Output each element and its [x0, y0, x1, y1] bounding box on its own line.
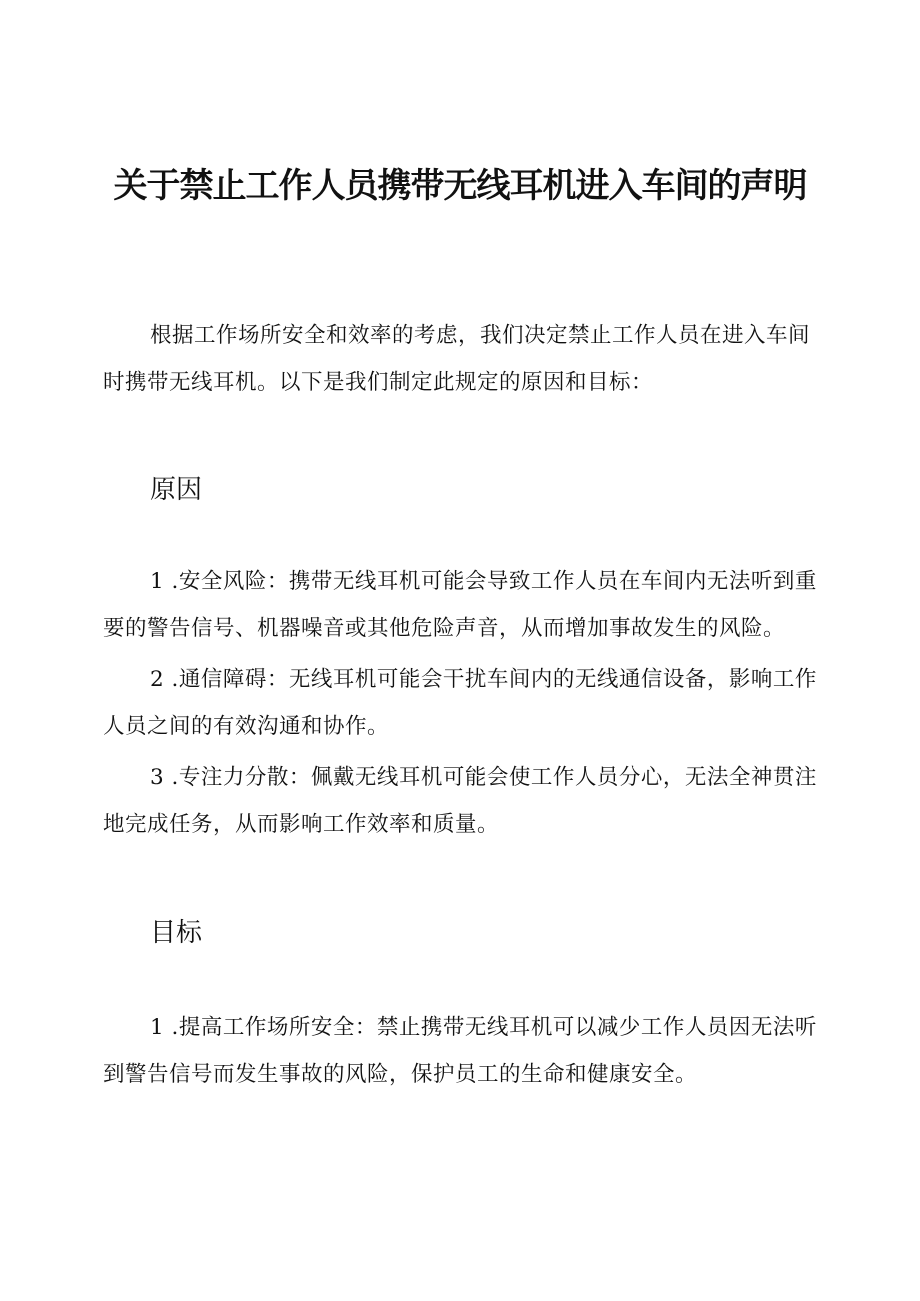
goal-item-1: 1 .提高工作场所安全：禁止携带无线耳机可以减少工作人员因无法听到警告信号而发生事故的风险，保护员工的生命和健康安全。 — [103, 1015, 817, 1087]
reason-item-2: 2 .通信障碍：无线耳机可能会干扰车间内的无线通信设备，影响工作人员之间的有效沟通和协作。 — [103, 667, 817, 739]
reasons-heading: 原因 — [150, 475, 203, 505]
document-title: 关于禁止工作人员携带无线耳机进入车间的声明 — [113, 166, 807, 206]
goals-heading: 目标 — [150, 918, 203, 948]
reason-item-1: 1 .安全风险：携带无线耳机可能会导致工作人员在车间内无法听到重要的警告信号、机器噪音或其他危险声音，从而增加事故发生的风险。 — [103, 569, 817, 641]
intro-paragraph: 根据工作场所安全和效率的考虑，我们决定禁止工作人员在进入车间时携带无线耳机。以下是我们制定此规定的原因和目标： — [103, 323, 811, 395]
reason-item-3: 3 .专注力分散：佩戴无线耳机可能会使工作人员分心，无法全神贯注地完成任务，从而影响工作效率和质量。 — [103, 765, 817, 837]
